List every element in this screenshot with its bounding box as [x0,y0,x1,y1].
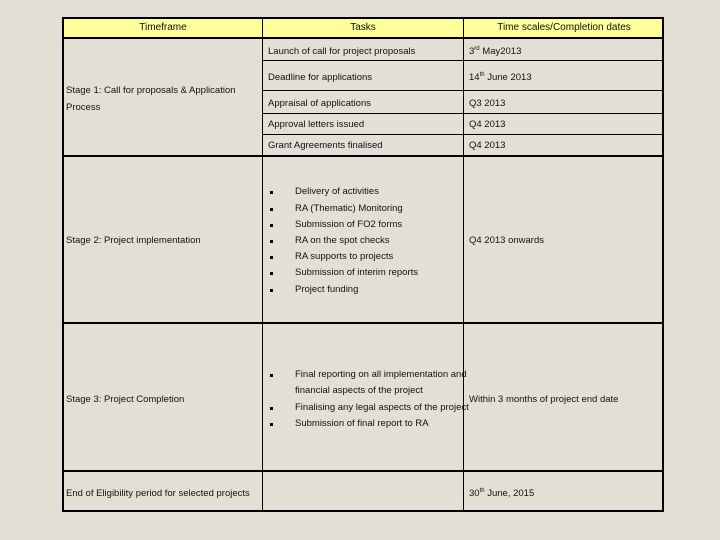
date-suffix: th [479,488,485,494]
row-divider [263,113,662,114]
task-appraisal: Appraisal of applications [268,98,371,109]
column-divider [262,19,263,510]
date-month-year: June 2013 [484,72,532,84]
header-dates: Time scales/Completion dates [497,22,631,33]
date-approval: Q4 2013 [469,119,506,130]
row-divider [263,90,662,91]
bullet-icon [270,289,273,292]
stage1-timeframe-line2: Process [66,102,101,113]
stage2-task: Project funding [295,284,359,295]
stage3-task-line1: Final reporting on all implementation and [295,369,467,380]
date-day: 30 [469,488,480,500]
date-month-year: May2013 [479,46,522,58]
end-timeframe: End of Eligibility period for selected projects [66,488,250,499]
stage3-task-line2: financial aspects of the project [295,385,423,396]
stage3-timeframe: Stage 3: Project Completion [66,394,185,405]
header-tasks: Tasks [350,22,376,33]
column-divider [463,19,464,510]
timeline-table [62,17,664,512]
bullet-icon [270,256,273,259]
stage2-task: Delivery of activities [295,186,379,197]
date-day: 14 [469,72,480,84]
header-timeframe: Timeframe [139,22,187,33]
date-suffix: rd [474,46,480,52]
bullet-icon [270,374,273,377]
date-suffix: th [479,72,485,78]
stage2-task: Submission of interim reports [295,267,419,278]
task-approval: Approval letters issued [268,119,365,130]
date-day: 3 [469,46,475,58]
date-launch [469,46,521,57]
date-month-year: June, 2015 [484,488,535,500]
task-grant: Grant Agreements finalised [268,140,383,151]
bullet-icon [270,272,273,275]
stage2-date: Q4 2013 onwards [469,235,544,246]
stage-divider [64,322,662,324]
bullet-icon [270,191,273,194]
stage3-date: Within 3 months of project end date [469,394,619,405]
table-header-row [64,19,662,39]
end-date [469,488,534,499]
stage1-timeframe-line1: Stage 1: Call for proposals & Application [66,85,236,96]
date-grant: Q4 2013 [469,140,506,151]
bullet-icon [270,240,273,243]
bullet-icon [270,224,273,227]
stage3-task: Finalising any legal aspects of the project [295,402,469,413]
stage-divider [64,470,662,472]
bullet-icon [270,423,273,426]
date-deadline [469,72,532,83]
row-divider [263,134,662,135]
stage-divider [64,155,662,157]
stage3-task: Submission of final report to RA [295,418,429,429]
stage2-task: RA (Thematic) Monitoring [295,203,403,214]
task-launch: Launch of call for project proposals [268,46,416,57]
bullet-icon [270,208,273,211]
date-appraisal: Q3 2013 [469,98,506,109]
stage2-task: RA supports to projects [295,251,394,262]
bullet-icon [270,407,273,410]
stage2-timeframe: Stage 2: Project implementation [66,235,201,246]
stage2-task: Submission of FO2 forms [295,219,403,230]
task-deadline: Deadline for applications [268,72,373,83]
row-divider [263,60,662,61]
stage2-task: RA on the spot checks [295,235,390,246]
